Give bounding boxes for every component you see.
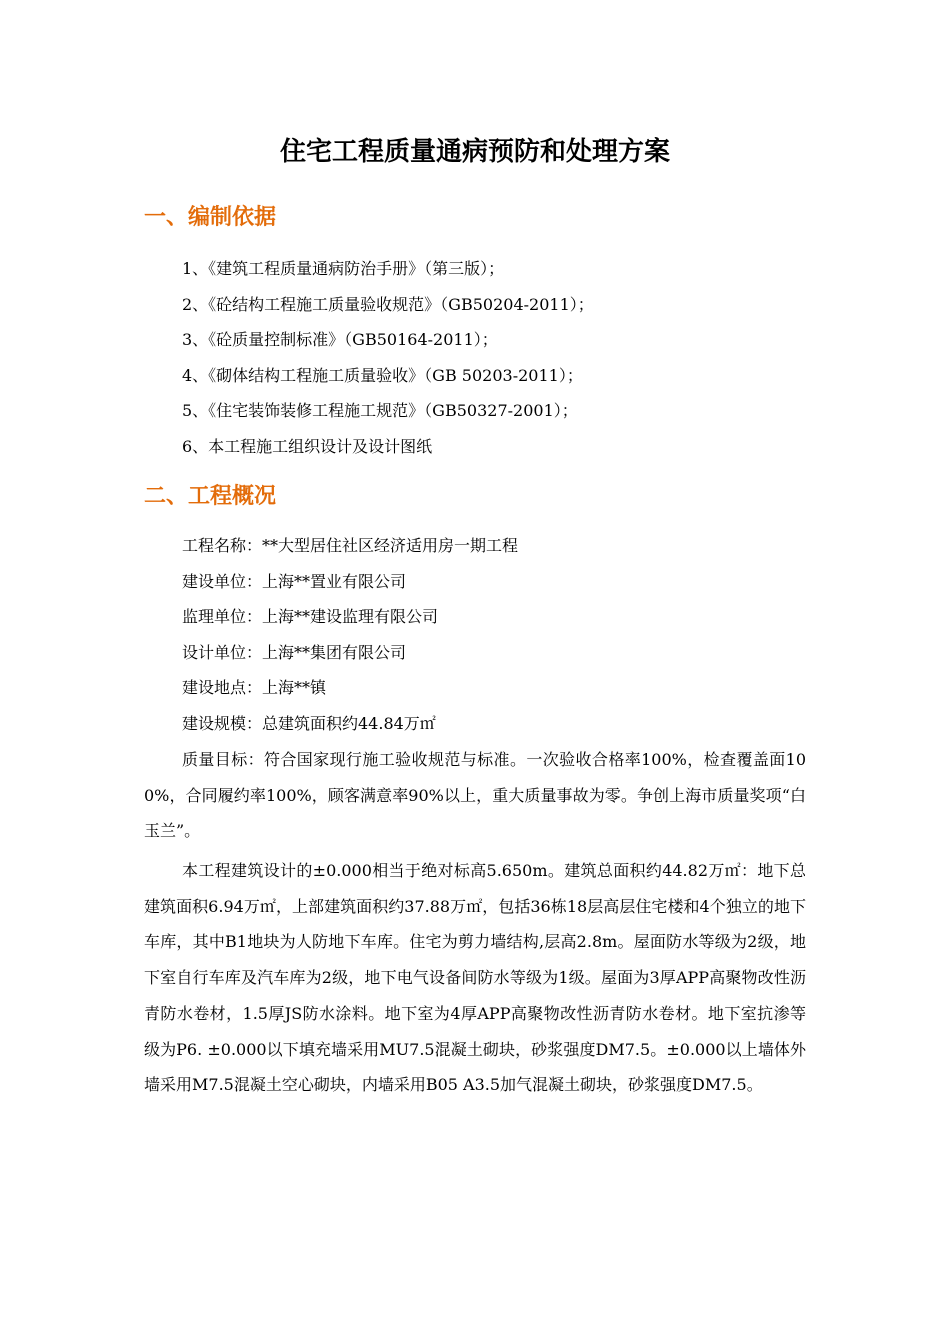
supervision-unit: 监理单位：上海**建设监理有限公司 [182, 607, 439, 627]
project-info-list [182, 528, 518, 742]
basis-list [182, 251, 594, 465]
basis-item: 1、《建筑工程质量通病防治手册》（第三版）； [182, 259, 505, 278]
design-unit: 设计单位：上海**集团有限公司 [182, 642, 407, 662]
section-heading-overview: 二、工程概况 [144, 483, 277, 509]
quality-goal-paragraph: 质量目标：符合国家现行施工验收规范与标准。一次验收合格率100%，检查覆盖面100%，合同履约率100%，顾客满意率90%以上，重大质量事故为零。争创上海市质量奖项“白玉兰”。 [144, 750, 806, 841]
construction-location: 建设地点：上海**镇 [182, 678, 327, 698]
basis-item: 6、本工程施工组织设计及设计图纸 [182, 436, 433, 456]
document-title: 住宅工程质量通病预防和处理方案 [279, 137, 670, 167]
section-heading-basis: 一、编制依据 [144, 204, 277, 230]
construction-scale: 建设规模：总建筑面积约44.84万㎡ [182, 713, 436, 733]
basis-item: 3、《砼质量控制标准》（GB50164-2011）； [182, 330, 498, 350]
construction-unit: 建设单位：上海**置业有限公司 [182, 571, 407, 591]
project-name: 工程名称：**大型居住社区经济适用房一期工程 [182, 536, 519, 555]
basis-item: 5、《住宅装饰装修工程施工规范》（GB50327-2001）； [182, 401, 578, 421]
basis-item: 2、《砼结构工程施工质量验收规范》（GB50204-2011）； [182, 294, 594, 314]
basis-item: 4、《砌体结构工程施工质量验收》（GB 50203-2011）； [182, 365, 583, 385]
project-description-paragraph: 本工程建筑设计的±0.000相当于绝对标高5.650m。建筑总面积约44.82万㎡：地下总建筑面积6.94万㎡，上部建筑面积约37.88万㎡，包括36栋18层高层住宅楼和4个独立的地下车库，其中B1地块为人防地下车库。住宅为剪力墙结构,层高2.8m。屋面防水等级为2级，地下室自行车库及汽车库为2级，地下电气设备间防水等级为1级。屋面为3厚APP高聚物改性沥青防水卷材，1.5厚JS防水涂料。地下室为4厚APP高聚物改性沥青防水卷材。地下室抗渗等级为P6. ±0.000以下填充墙采用MU7.5混凝土砌块，砂浆强度DM7.5。±0.000以上墙体外墙采用M7.5混凝土空心砌块，内墙采用B05 A3.5加气混凝土砌块，砂浆强度DM7.5。 [144, 861, 806, 1095]
